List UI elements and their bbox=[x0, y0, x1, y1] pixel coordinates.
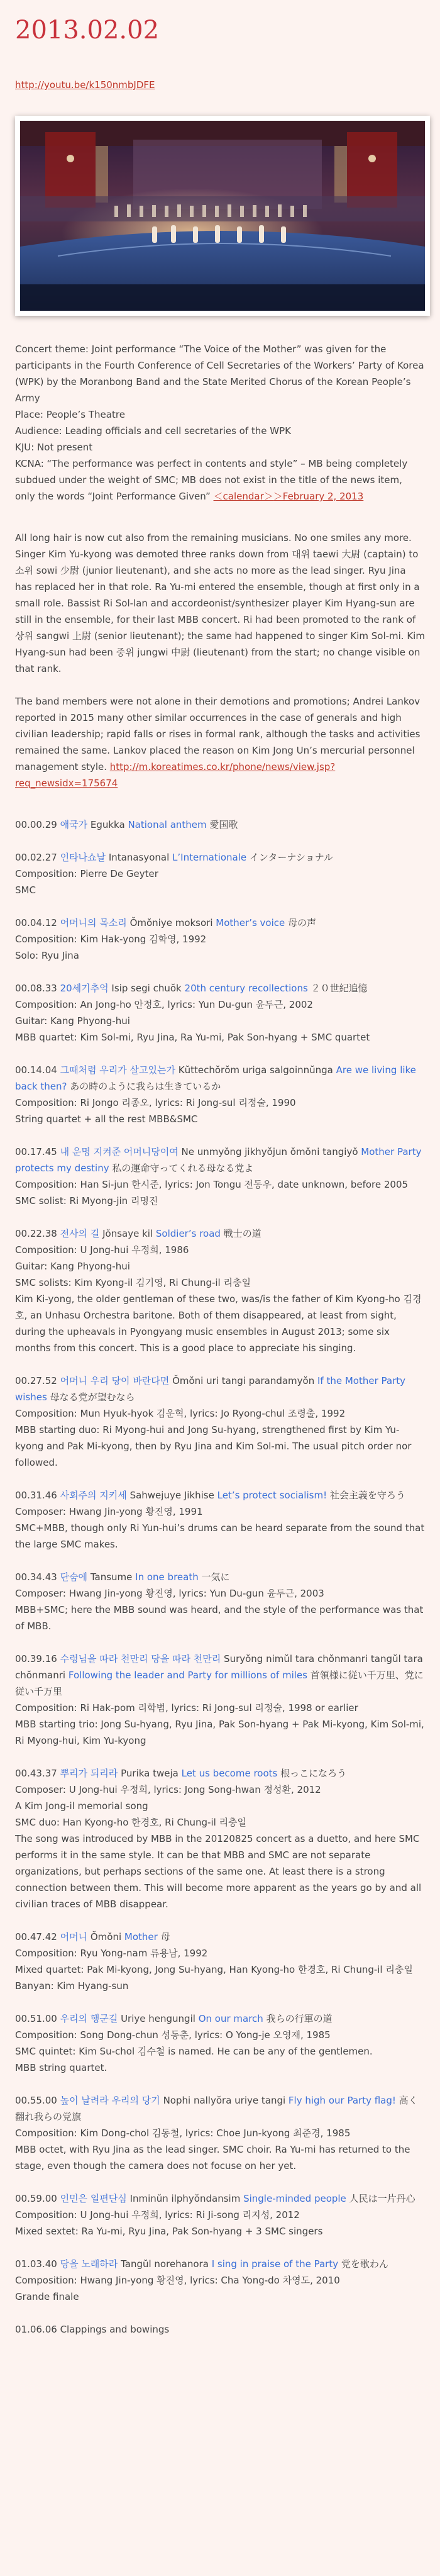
song-detail-line: MBB starting duo: Ri Myong-hui and Jong Su-hyang, strengthened first by Kim Yu-kyong and Pak Mi-kyong, then by Ryu Jina and Kim Sol-mi. The usual pitch order nor followed. bbox=[15, 1424, 412, 1468]
song-time: 00.08.33 bbox=[15, 983, 57, 994]
song-korean-title: 인민은 일편단심 bbox=[60, 2193, 127, 2204]
song-time: 00.04.12 bbox=[15, 917, 57, 928]
song-detail-line: SMC solist: Ri Myong-jin 리명진 bbox=[15, 1195, 158, 1207]
song-detail-line: SMC bbox=[15, 884, 36, 896]
song-romanized-title: Suryŏng nimŭl tara chŏnmanri tangŭl tara chŏnmanri bbox=[15, 1653, 423, 1681]
song-detail-line: Composer: Hwang Jin-yong 황진영, 1991 bbox=[15, 1506, 203, 1517]
song-entry bbox=[15, 1062, 425, 1127]
song-detail-line: Composition: Han Si-jun 한시준, lyrics: Jon Tongu 전동우, date unknown, before 2005 bbox=[15, 1179, 409, 1190]
song-detail-line: A Kim Jong-il memorial song bbox=[15, 1800, 148, 1812]
notes-paragraph-2-text: The band members were not alone in their demotions and promotions; Andrei Lankov reported in 2015 many other similar occurrences in the case of generals and high civilian leadership; rapid falls or rises in formal rank, although the tasks and activities remained the same. Lankov placed the reason on Kim Jong Un’s mercurial personnel management style. bbox=[15, 696, 421, 772]
song-korean-title: 단숨에 bbox=[60, 1571, 88, 1583]
song-detail-line: Grande finale bbox=[15, 2291, 79, 2302]
song-detail-line: Composition: Ri Hak-pom 리학범, lyrics: Ri Jong-sul 리정술, 1998 or earlier bbox=[15, 1702, 358, 1714]
song-romanized-title: Egukka bbox=[90, 819, 125, 830]
song-detail-line: Composition: Kim Dong-chol 김동철, lyrics: Choe Jun-kyong 최준경, 1985 bbox=[15, 2127, 351, 2139]
song-detail-line: Guitar: Kang Phyong-hui bbox=[15, 1261, 130, 1272]
song-detail-line: Composition: Mun Hyuk-hyok 김운혁, lyrics: Jo Ryong-chul 조령출, 1992 bbox=[15, 1408, 346, 1419]
song-english-title[interactable]: I sing in praise of the Party bbox=[211, 2258, 339, 2270]
song-english-title[interactable]: If the Mother Party wishes bbox=[15, 1375, 406, 1403]
song-detail-line: MBB quartet: Kim Sol-mi, Ryu Jina, Ra Yu-mi, Pak Son-hyang + SMC quartet bbox=[15, 1032, 370, 1043]
song-romanized-title: Ŏmŏni uri tangi parandamyŏn bbox=[172, 1375, 315, 1386]
song-detail-line: Banyan: Kim Hyang-sun bbox=[15, 1980, 129, 1992]
next-date-link[interactable]: ＞February 2, 2013 bbox=[273, 491, 364, 502]
song-detail-line: Composition: Pierre De Geyter bbox=[15, 868, 158, 879]
song-romanized-title: Jŏnsaye kil bbox=[102, 1228, 153, 1239]
song-detail-line: SMC quintet: Kim Su-chol 김수철 is named. He can be any of the gentlemen. bbox=[15, 2046, 373, 2057]
song-detail-line: SMC solists: Kim Kyong-il 김기영, Ri Chung-il 리충일 bbox=[15, 1277, 251, 1288]
song-list bbox=[15, 817, 425, 2338]
song-heading bbox=[15, 1225, 425, 1242]
song-romanized-title: Intanasyonal bbox=[108, 852, 170, 863]
song-time: 00.17.45 bbox=[15, 1146, 57, 1157]
song-time: 00.14.04 bbox=[15, 1064, 57, 1076]
song-heading bbox=[15, 1373, 425, 1405]
song-romanized-title: Nophi nallyŏra uriye tangi bbox=[163, 2095, 286, 2106]
song-entry bbox=[15, 2190, 425, 2239]
song-romanized-title: Sahwejuye Jikhise bbox=[129, 1490, 214, 1501]
song-japanese-title: 人民は一片丹心 bbox=[349, 2193, 415, 2204]
song-romanized-title: Purika tweja bbox=[121, 1768, 179, 1779]
song-heading bbox=[15, 1929, 425, 1945]
song-heading bbox=[15, 849, 425, 866]
song-entry bbox=[15, 1225, 425, 1356]
song-heading bbox=[15, 980, 425, 996]
song-heading bbox=[15, 1062, 425, 1095]
song-entry bbox=[15, 2010, 425, 2076]
song-detail-line: The song was introduced by MBB in the 20120825 concert as a duetto, and here SMC performs it in the same style. It can be that MBB and SMC are not separate organizations, but perhaps sections of the same one. At least there is a strong connection between them. This will become more apparent as the years go by and all civilian traces of MBB disappear. bbox=[15, 1833, 422, 1910]
kcna-text: KCNA: “The performance was perfect in contents and style” – MB being completely subdued under the weight of SMC; MB does not exist in the title of the news item, only the words “Joint Performance Given” bbox=[15, 458, 408, 502]
song-japanese-title: 根っこになろう bbox=[280, 1768, 347, 1779]
song-detail-line: Composition: Song Dong-chun 성동춘, lyrics: O Yong-je 오영재, 1985 bbox=[15, 2029, 331, 2041]
song-english-title[interactable]: Fly high our Party flag! bbox=[288, 2095, 396, 2106]
song-entry bbox=[15, 849, 425, 898]
song-entry bbox=[15, 980, 425, 1045]
concert-photo bbox=[15, 116, 430, 316]
song-korean-title: 그때처럼 우리가 살고있는가 bbox=[60, 1064, 175, 1076]
song-japanese-title: 一気に bbox=[201, 1571, 230, 1583]
song-time: 01.06.06 bbox=[15, 2324, 57, 2335]
song-japanese-title: 社会主義を守ろう bbox=[329, 1490, 405, 1501]
concert-place: Place: People’s Theatre bbox=[15, 409, 125, 420]
song-romanized-title: Ŏmŏni bbox=[90, 1931, 122, 1943]
song-heading bbox=[15, 915, 425, 931]
song-time: 01.03.40 bbox=[15, 2258, 57, 2270]
song-heading bbox=[15, 2190, 425, 2207]
song-detail-line: MBB+SMC; here the MBB sound was heard, and the style of the performance was that of MBB. bbox=[15, 1604, 424, 1632]
song-japanese-title: 母 bbox=[160, 1931, 170, 1943]
song-time: 00.43.37 bbox=[15, 1768, 57, 1779]
song-detail-line: MBB string quartet. bbox=[15, 2062, 107, 2073]
song-detail-line: Composition: Kim Hak-yong 김학영, 1992 bbox=[15, 934, 207, 945]
song-korean-title: 우리의 행군길 bbox=[60, 2013, 118, 2024]
song-english-title[interactable]: National anthem bbox=[128, 819, 207, 830]
song-detail-line: SMC+MBB, though only Ri Yun-hui’s drums can be heard separate from the sound that the large SMC makes. bbox=[15, 1522, 425, 1550]
song-japanese-title: ２０世紀追憶 bbox=[311, 983, 368, 994]
song-japanese-title: 母なる党が望むなら bbox=[50, 1391, 135, 1403]
song-heading bbox=[15, 1651, 425, 1700]
song-time: 00.55.00 bbox=[15, 2095, 57, 2106]
song-time: 00.47.42 bbox=[15, 1931, 57, 1943]
song-entry bbox=[15, 2256, 425, 2305]
song-time: 00.00.29 bbox=[15, 819, 57, 830]
song-japanese-title: 党を歌わん bbox=[341, 2258, 388, 2270]
song-heading bbox=[15, 2256, 425, 2272]
song-entry bbox=[15, 1144, 425, 1209]
song-detail-line: MBB octet, with Ryu Jina as the lead singer. SMC choir. Ra Yu-mi has returned to the stage, even though the camera does not focuse on her yet. bbox=[15, 2144, 410, 2172]
song-korean-title: 애국가 bbox=[60, 819, 88, 830]
song-korean-title: 전사의 길 bbox=[60, 1228, 100, 1239]
song-detail-line: Composition: Hwang Jin-yong 황진영, lyrics: Cha Yong-do 차영도, 2010 bbox=[15, 2275, 340, 2286]
song-heading bbox=[15, 2092, 425, 2125]
kcna-report bbox=[15, 455, 425, 505]
song-detail-line: Composition: Ri Jongo 리종오, lyrics: Ri Jong-sul 리정술, 1990 bbox=[15, 1097, 296, 1108]
song-english-title[interactable]: 20th century recollections bbox=[184, 983, 308, 994]
song-romanized-title: Clappings and bowings bbox=[60, 2324, 170, 2335]
song-entry bbox=[15, 1569, 425, 1634]
song-japanese-title: あの時のように我らは生きているか bbox=[70, 1081, 221, 1092]
song-japanese-title: 母の声 bbox=[288, 917, 317, 928]
song-heading bbox=[15, 1569, 425, 1585]
song-time: 00.27.52 bbox=[15, 1375, 57, 1386]
song-romanized-title: Ne unmyŏng jikhyŏjun ŏmŏni tangiyŏ bbox=[181, 1146, 358, 1157]
song-detail-line: String quartet + all the rest MBB&SMC bbox=[15, 1113, 198, 1125]
song-detail-line: Composition: An Jong-ho 안정호, lyrics: Yun Du-gun 윤두근, 2002 bbox=[15, 999, 313, 1010]
song-english-title[interactable]: L’Internationale bbox=[172, 852, 247, 863]
song-romanized-title: Isip segi chuŏk bbox=[111, 983, 182, 994]
song-romanized-title: Ŏmŏniye moksori bbox=[129, 917, 213, 928]
kju-presence: KJU: Not present bbox=[15, 442, 93, 453]
song-english-title[interactable]: Let’s protect socialism! bbox=[217, 1490, 327, 1501]
song-detail-line: SMC duo: Han Kyong-ho 한경호, Ri Chung-il 리충일 bbox=[15, 1817, 247, 1828]
koreatimes-link[interactable]: http://m.koreatimes.co.kr/phone/news/view.jsp?req_newsidx=175674 bbox=[15, 761, 336, 789]
song-detail-line: Solo: Ryu Jina bbox=[15, 950, 79, 961]
song-entry bbox=[15, 1487, 425, 1553]
song-detail-line: Guitar: Kang Phyong-hui bbox=[15, 1015, 130, 1027]
song-korean-title: 수령님을 따라 천만리 당을 따라 천만리 bbox=[60, 1653, 221, 1664]
song-english-title[interactable]: Are we living like back then? bbox=[15, 1064, 416, 1092]
song-korean-title: 어머니 bbox=[60, 1931, 88, 1943]
song-romanized-title: Tangŭl norehanora bbox=[121, 2258, 209, 2270]
song-entry bbox=[15, 1765, 425, 1912]
song-detail-line: Composer: Hwang Jin-yong 황진영, lyrics: Yun Du-gun 윤두근, 2003 bbox=[15, 1588, 324, 1599]
song-detail-line: MBB starting trio: Jong Su-hyang, Ryu Jina, Pak Son-hyang + Pak Mi-kyong, Kim Sol-mi, Ri Myong-hui, Kim Yu-kyong bbox=[15, 1719, 424, 1746]
song-japanese-title: 高く翻れ我らの党旗 bbox=[15, 2095, 418, 2122]
song-heading bbox=[15, 1487, 425, 1503]
song-korean-title: 인타나쇼날 bbox=[60, 852, 106, 863]
song-english-title[interactable]: Mother bbox=[124, 1931, 158, 1943]
song-english-title[interactable]: Soldier’s road bbox=[155, 1228, 221, 1239]
song-english-title[interactable]: Single-minded people bbox=[243, 2193, 346, 2204]
concert-info bbox=[15, 341, 425, 505]
concert-audience: Audience: Leading officials and cell secretaries of the WPK bbox=[15, 425, 291, 437]
song-entry bbox=[15, 1373, 425, 1471]
song-entry bbox=[15, 1651, 425, 1749]
song-time: 00.34.43 bbox=[15, 1571, 57, 1583]
song-romanized-title: Kŭttechŏrŏm uriga salgoinnŭnga bbox=[178, 1064, 333, 1076]
page-title: 2013.02.02 bbox=[15, 16, 160, 45]
song-heading bbox=[15, 2321, 425, 2338]
song-korean-title: 당을 노래하라 bbox=[60, 2258, 118, 2270]
song-time: 00.22.38 bbox=[15, 1228, 57, 1239]
song-korean-title: 어머니 우리 당이 바란다면 bbox=[60, 1375, 170, 1386]
song-detail-line: Composition: U Jong-hui 우정희, 1986 bbox=[15, 1244, 189, 1256]
song-time: 00.39.16 bbox=[15, 1653, 57, 1664]
song-english-title[interactable]: Mother Party protects my destiny bbox=[15, 1146, 422, 1174]
song-english-title[interactable]: Let us become roots bbox=[181, 1768, 278, 1779]
song-detail-line: Composition: U Jong-hui 우정희, lyrics: Ri Ji-song 리지성, 2012 bbox=[15, 2209, 300, 2221]
song-heading bbox=[15, 2010, 425, 2027]
song-english-title[interactable]: On our march bbox=[198, 2013, 263, 2024]
song-time: 00.02.27 bbox=[15, 852, 57, 863]
song-detail-line: Mixed quartet: Pak Mi-kyong, Jong Su-hyang, Han Kyong-ho 한경호, Ri Chung-il 리충일 bbox=[15, 1964, 413, 1975]
notes-paragraph-2 bbox=[15, 693, 425, 791]
song-japanese-title: 戦士の道 bbox=[223, 1228, 261, 1239]
song-korean-title: 내 운명 지켜준 어머니당이여 bbox=[60, 1146, 179, 1157]
notes-paragraph-1: All long hair is now cut also from the remaining musicians. No one smiles any more. Singer Kim Yu-kyong was demoted three ranks down from 대위 taewi 大尉 (captain) to 소위 sowi 少尉 (junior lieutenant), and she acts no more as the lead singer. Ryu Jina has replaced her in that role. Ra Yu-mi entered the ensemble, though at first only in a small role. Bassist Ri Sol-lan and accordeonist/synthesizer player Kim Hyang-sun are still in the ensemble, for their last MBB concert. Ri had been promoted to the rank of 상위 sangwi 上尉 (senior lieutenant); the same had happened to singer Kim Sol-mi. Kim Hyang-sun had been 중위 jungwi 中尉 (lieutenant) from the start; no change visible on that rank. bbox=[15, 532, 425, 674]
song-time: 00.51.00 bbox=[15, 2013, 57, 2024]
song-korean-title: 어머니의 목소리 bbox=[60, 917, 127, 928]
song-entry bbox=[15, 1929, 425, 1994]
concert-notes bbox=[15, 530, 425, 791]
song-romanized-title: Inminŭn ilphyŏndansim bbox=[129, 2193, 241, 2204]
song-japanese-title: インターナショナル bbox=[249, 852, 333, 863]
song-entry bbox=[15, 2092, 425, 2174]
concert-stage-image bbox=[20, 121, 425, 311]
song-entry bbox=[15, 915, 425, 964]
song-japanese-title: 私の運命守ってくれる母なる党よ bbox=[112, 1163, 254, 1174]
song-heading bbox=[15, 1765, 425, 1781]
song-korean-title: 높이 날려라 우리의 당기 bbox=[60, 2095, 160, 2106]
video-link[interactable]: http://youtu.be/k150nmbJDFE bbox=[15, 79, 155, 91]
song-entry bbox=[15, 817, 425, 833]
song-korean-title: 사회주의 지키세 bbox=[60, 1490, 127, 1501]
song-detail-line: Composer: U Jong-hui 우정희, lyrics: Jong Song-hwan 정성환, 2012 bbox=[15, 1784, 321, 1795]
song-english-title[interactable]: Following the leader and Party for millions of miles bbox=[68, 1670, 307, 1681]
song-time: 00.31.46 bbox=[15, 1490, 57, 1501]
song-japanese-title: 愛国歌 bbox=[209, 819, 238, 830]
song-detail-line: Composition: Ryu Yong-nam 류용남, 1992 bbox=[15, 1948, 208, 1959]
song-romanized-title: Tansume bbox=[90, 1571, 133, 1583]
song-detail-line: Mixed sextet: Ra Yu-mi, Ryu Jina, Pak Son-hyang + 3 SMC singers bbox=[15, 2226, 323, 2237]
song-japanese-title: 我らの行軍の道 bbox=[266, 2013, 333, 2024]
song-time: 00.59.00 bbox=[15, 2193, 57, 2204]
song-english-title[interactable]: Mother’s voice bbox=[216, 917, 285, 928]
song-korean-title: 20세기추억 bbox=[60, 983, 109, 994]
song-english-title[interactable]: In one breath bbox=[135, 1571, 199, 1583]
song-detail-line: Kim Ki-yong, the older gentleman of these two, was/is the father of Kim Kyong-ho 김경호, an Unhasu Orchestra baritone. Both of them disappeared, at least from sight, during the upheavals in Pyongyang music ensembles in August 2013; some six months from this concert. This is a good place to appreciate his singing. bbox=[15, 1293, 422, 1354]
song-korean-title: 뿌리가 되리라 bbox=[60, 1768, 118, 1779]
song-entry bbox=[15, 2321, 425, 2338]
song-heading bbox=[15, 817, 425, 833]
calendar-link[interactable]: ＜calendar＞ bbox=[213, 491, 273, 502]
song-heading bbox=[15, 1144, 425, 1176]
song-romanized-title: Uriye hengungil bbox=[121, 2013, 195, 2024]
concert-theme: Concert theme: Joint performance “The Voice of the Mother” was given for the participants in the Fourth Conference of Cell Secretaries of the Workers’ Party of Korea (WPK) by the Moranbong Band and the State Merited Chorus of the Korean People’s Army bbox=[15, 343, 424, 404]
song-japanese-title: 首領様に従い千万里、党に従い千万里 bbox=[15, 1670, 424, 1697]
